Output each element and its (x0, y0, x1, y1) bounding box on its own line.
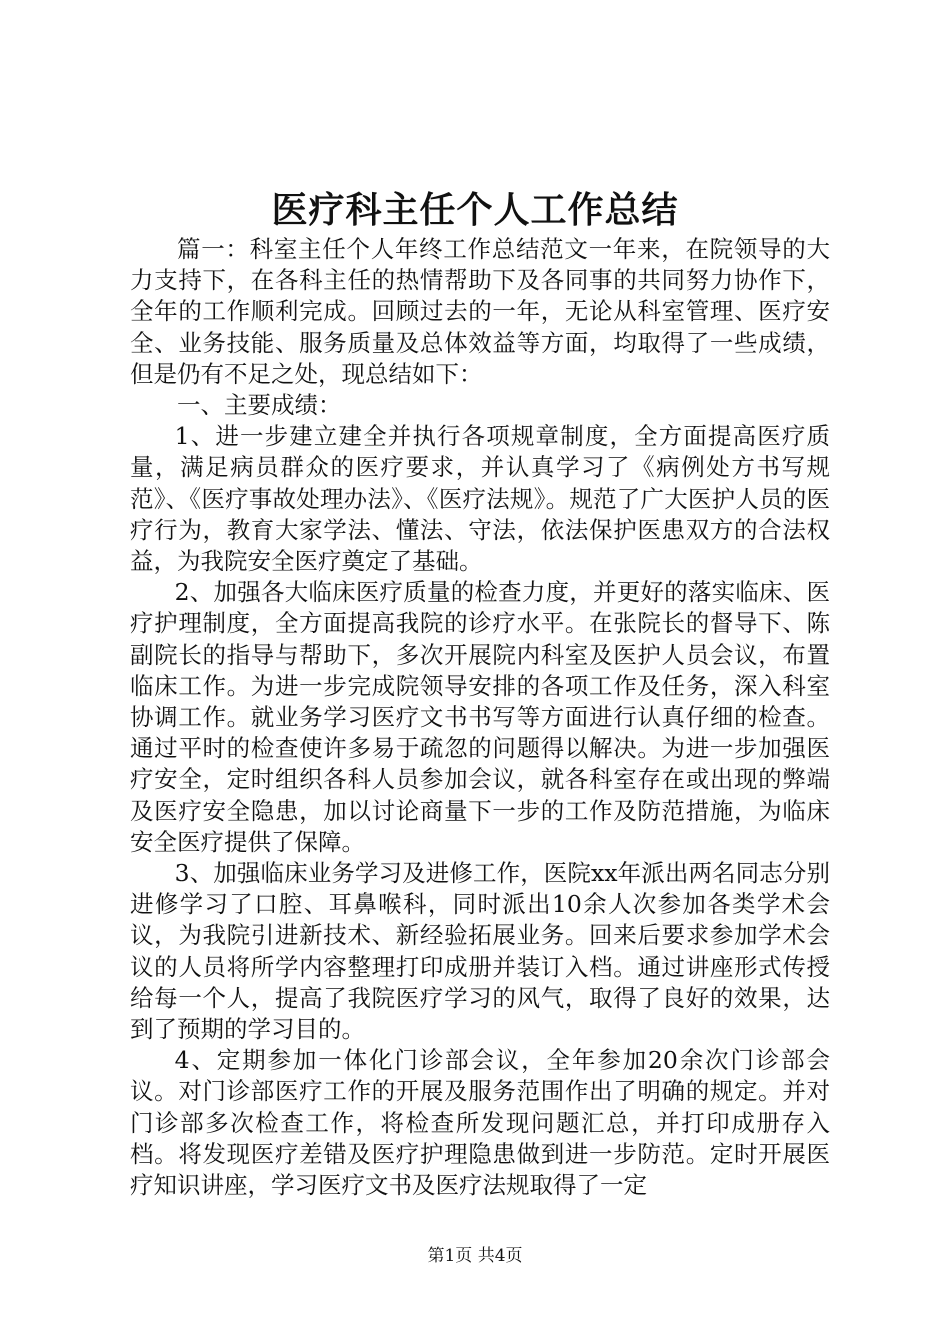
paragraph-item-2: 2、加强各大临床医疗质量的检查力度，并更好的落实临床、医疗护理制度，全方面提高我院的诊疗水平。在张院长的督导下、陈副院长的指导与帮助下，多次开展院内科室及医护人员会议，布置临床工作。为进一步完成院领导安排的各项工作及任务，深入科室协调工作。就业务学习医疗文书书写等方面进行认真仔细的检查。通过平时的检查使许多易于疏忽的问题得以解决。为进一步加强医疗安全，定时组织各科人员参加会议，就各科室存在或出现的弊端及医疗安全隐患，加以讨论商量下一步的工作及防范措施，为临床安全医疗提供了保障。 (130, 578, 830, 856)
section-heading-main-achievements: 一、主要成绩： (177, 391, 342, 420)
document-title: 医疗科主任个人工作总结 (271, 189, 679, 231)
document-body (130, 234, 830, 1201)
page-footer: 第1页 共4页 (427, 1246, 523, 1266)
paragraph-intro: 篇一：科室主任个人年终工作总结范文一年来，在院领导的大力支持下，在各科主任的热情帮助下及各同事的共同努力协作下，全年的工作顺利完成。回顾过去的一年，无论从科室管理、医疗安全、业务技能、服务质量及总体效益等方面，均取得了一些成绩，但是仍有不足之处，现总结如下： (130, 235, 830, 388)
paragraph-item-4: 4、定期参加一体化门诊部会议，全年参加20余次门诊部会议。对门诊部医疗工作的开展及服务范围作出了明确的规定。并对门诊部多次检查工作，将检查所发现问题汇总，并打印成册存入档。将发现医疗差错及医疗护理隐患做到进一步防范。定时开展医疗知识讲座，学习医疗文书及医疗法规取得了一定 (130, 1046, 830, 1200)
paragraph-item-1: 1、进一步建立建全并执行各项规章制度，全方面提高医疗质量，满足病员群众的医疗要求，并认真学习了《病例处方书写规范》、《医疗事故处理办法》、《医疗法规》。规范了广大医护人员的医疗行为，教育大家学法、懂法、守法，依法保护医患双方的合法权益，为我院安全医疗奠定了基础。 (130, 422, 830, 576)
paragraph-item-3: 3、加强临床业务学习及进修工作，医院xx年派出两名同志分别进修学习了口腔、耳鼻喉科，同时派出10余人次参加各类学术会议，为我院引进新技术、新经验拓展业务。回来后要求参加学术会议的人员将所学内容整理打印成册并装订入档。通过讲座形式传授给每一个人，提高了我院医疗学习的风气，取得了良好的效果，达到了预期的学习目的。 (130, 859, 830, 1044)
